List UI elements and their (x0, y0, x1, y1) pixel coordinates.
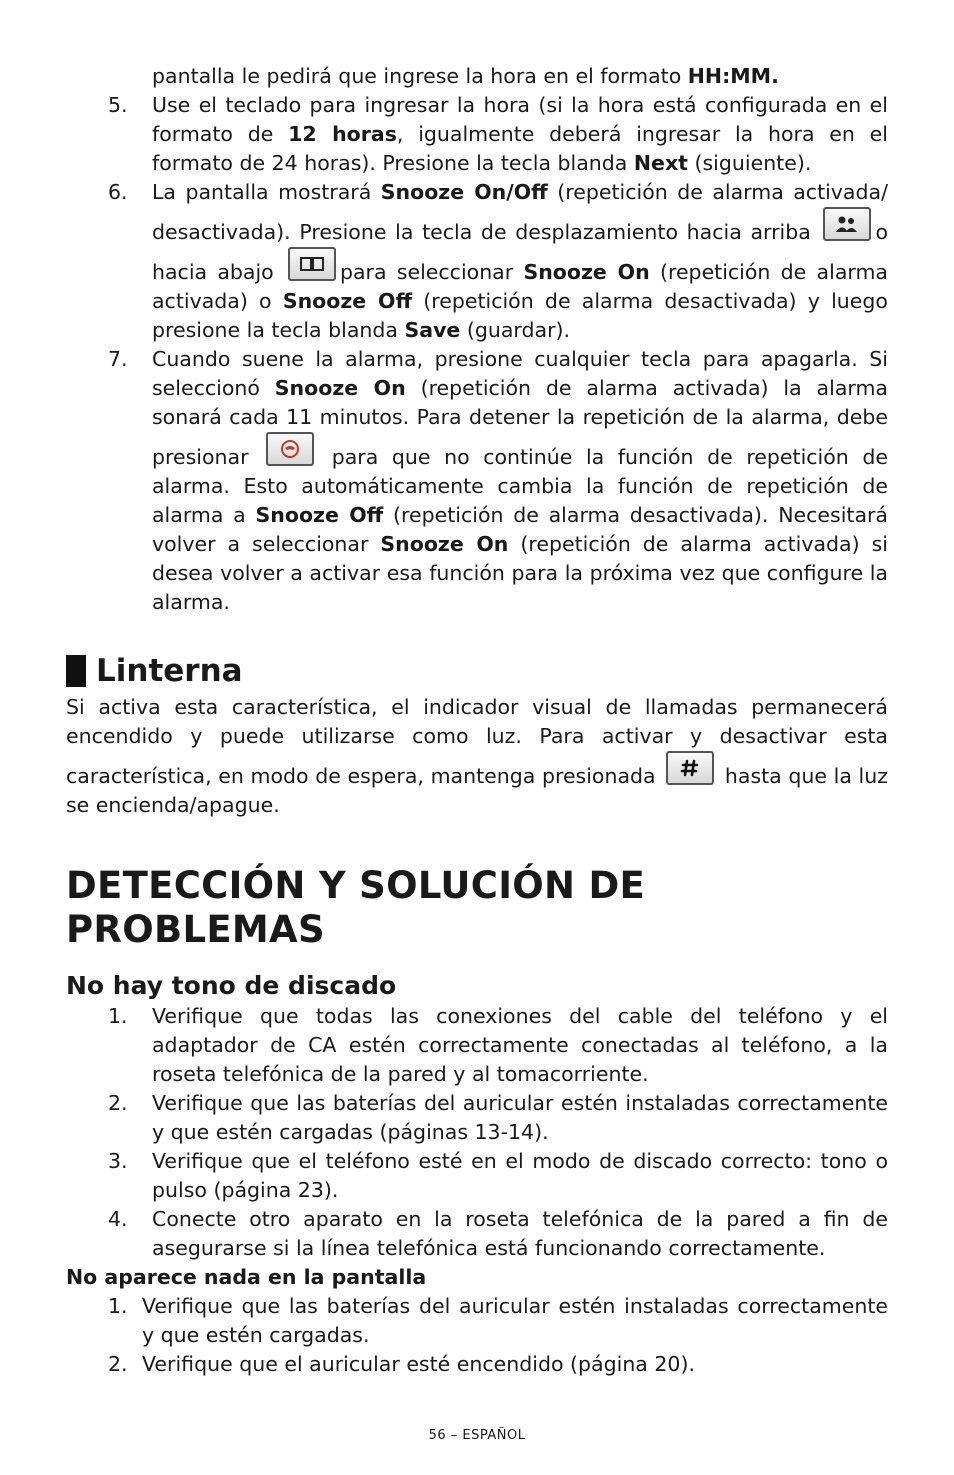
no-tone-list (66, 1002, 888, 1263)
pound-key-icon (666, 751, 714, 785)
step7-text: Cuando suene la alarma, presione cualquier tecla para apagarla. Si seleccionó Snooze On (repetición de alarma activada) la alarma sonará cada 11 minutos. Para detener la repetición de la alarma, debe presionar para que no continúe la función de repetición de alarma. Esto automáticamente cambia la función de repetición de alarma a Snooze Off (repetición de alarma desactivada). Necesitará volver a seleccionar Snooze On (repetición de alarma activada) si desea volver a activar esa función para la próxima vez que configure la alarma. (152, 347, 888, 614)
item-number: 4. (108, 1207, 128, 1231)
no-display-heading: No aparece nada en la pantalla (66, 1265, 427, 1289)
list-item (66, 91, 888, 178)
troubleshooting-heading: DETECCIÓN Y SOLUCIÓN DE PROBLEMAS (66, 864, 646, 951)
linterna-heading: Linterna (66, 653, 888, 689)
item-number: 2. (108, 1091, 128, 1115)
step-number: 6. (108, 180, 128, 204)
item-text: Conecte otro aparato en la roseta telefónica de la pared a fin de asegurarse si la línea telefónica está funcionando correctamente. (152, 1207, 888, 1260)
alarm-steps-list (66, 91, 888, 617)
item-text: Verifique que el teléfono esté en el modo de discado correcto: tono o pulso (página 23). (152, 1149, 888, 1202)
list-item (66, 1350, 888, 1379)
step-number: 7. (108, 347, 128, 371)
list-item (66, 1002, 888, 1089)
no-tone-heading: No hay tono de discado (66, 971, 397, 1000)
scroll-down-key-icon (288, 247, 336, 281)
step-number: 5. (108, 93, 128, 117)
list-item (66, 178, 888, 345)
list-item (66, 1089, 888, 1147)
item-number: 2. (108, 1352, 128, 1376)
item-number: 1. (108, 1294, 128, 1318)
list-item (66, 1292, 888, 1350)
item-text: Verifique que las baterías del auricular estén instaladas correctamente y que estén cargadas. (142, 1294, 888, 1347)
item-text: Verifique que las baterías del auricular estén instaladas correctamente y que estén cargadas (páginas 13-14). (152, 1091, 888, 1144)
list-item (66, 1205, 888, 1263)
list-item (66, 345, 888, 617)
section-bar (66, 655, 86, 687)
scroll-up-key-icon (823, 207, 871, 241)
item-text: Verifique que todas las conexiones del cable del teléfono y el adaptador de CA estén correctamente conectadas al teléfono, a la roseta telefónica de la pared y al tomacorriente. (152, 1004, 888, 1086)
list-item (66, 1147, 888, 1205)
manual-page (66, 62, 888, 1379)
no-display-list (66, 1292, 888, 1379)
item-number: 1. (108, 1004, 128, 1028)
step6-text: La pantalla mostrará Snooze On/Off (repetición de alarma activada/ desactivada). Presione la tecla de desplazamiento hacia arriba o hacia abajo para seleccionar Snooze On (repetición de alarma activada) o Snooze Off (repetición de alarma desactivada) y luego presione la tecla blanda Save (guardar). (152, 180, 888, 342)
page-footer: 56 – ESPAÑOL (428, 1428, 526, 1443)
item-text: Verifique que el auricular esté encendido (página 20). (142, 1352, 695, 1376)
step5-text: Use el teclado para ingresar la hora (si la hora está configurada en el formato de 12 horas, igualmente deberá ingresar la hora en el formato de 24 horas). Presione la tecla blanda Next (siguiente). (152, 93, 888, 175)
item-number: 3. (108, 1149, 128, 1173)
linterna-text: Si activa esta característica, el indicador visual de llamadas permanecerá encendido y puede utilizarse como luz. Para activar y desactivar esta característica, en modo de espera, mantenga presionada hasta que la luz se encienda/apague. (66, 695, 888, 817)
step4-continuation: pantalla le pedirá que ingrese la hora en el formato HH:MM. (152, 64, 779, 88)
end-call-key-icon (266, 432, 314, 466)
